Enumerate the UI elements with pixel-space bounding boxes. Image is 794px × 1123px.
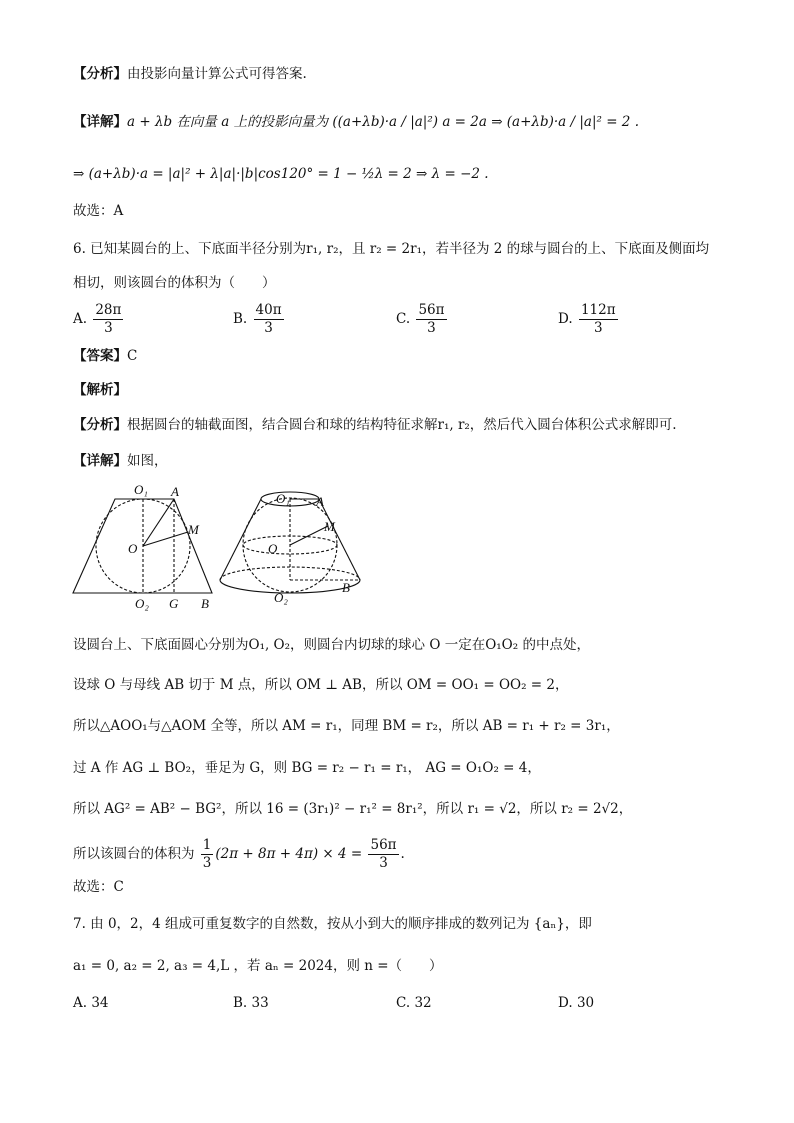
- axial-section-diagram: [73, 499, 212, 593]
- q6-option-c: C. $\frac{56\pi}{3}$: [396, 302, 445, 336]
- q5-analysis: 【分析】由投影向量计算公式可得答案.: [73, 66, 307, 82]
- q6-option-a: A. $\frac{28\pi}{3}$: [73, 302, 122, 336]
- label-o2-left: O₂: [135, 596, 149, 611]
- q6-volume: 所以该圆台的体积为 $\frac{1}{3}$ (2π + 8π + 4π) × 4 = $\frac{56\pi}{3}$ .: [73, 837, 405, 871]
- label-b-left: B: [201, 596, 209, 611]
- label-m-left: M: [188, 522, 199, 537]
- q6-detail: 【详解】如图，: [73, 453, 168, 469]
- label-o-right: O: [268, 541, 278, 556]
- frustum-3d-diagram: [220, 492, 360, 593]
- q5-derivation: ⇒ (a+λb)·a = |a|² + λ|a|·|b|cos120° = 1 − ½λ = 2 ⇒ λ = −2 .: [73, 166, 489, 182]
- q6-option-b: B. $\frac{40\pi}{3}$: [233, 302, 282, 336]
- label-o1-left: O₁: [134, 482, 148, 497]
- q5-answer: 故选：A: [73, 203, 124, 219]
- label-g-left: G: [169, 596, 179, 611]
- q6-step-4: 过 A 作 AG ⊥ BO₂，垂足为 G，则 BG = r₂ − r₁ = r₁， AG = O₁O₂ = 4，: [73, 760, 541, 776]
- q7-option-d: D. 30: [558, 995, 595, 1011]
- label-a-right: A: [316, 494, 324, 509]
- q6-answer: 故选：C: [73, 879, 124, 895]
- q7-option-c: C. 32: [396, 995, 432, 1011]
- q6-solution-tag: 【解析】: [73, 382, 127, 398]
- q6-step-1: 设圆台上、下底面圆心分别为O₁, O₂，则圆台内切球的球心 O 一定在O₁O₂ 的中点处，: [73, 637, 590, 653]
- q6-stem-line1: 6. 已知某圆台的上、下底面半径分别为r₁, r₂，且 r₂ = 2r₁，若半径为 2 的球与圆台的上、下底面及侧面均: [73, 241, 710, 257]
- q6-answer-line: 【答案】C: [73, 348, 138, 364]
- q6-step-3: 所以△AOO₁与△AOM 全等，所以 AM = r₁，同理 BM = r₂，所以 AB = r₁ + r₂ = 3r₁，: [73, 718, 620, 734]
- label-o1-right: O₁: [276, 491, 290, 506]
- label-a-left: A: [171, 484, 179, 499]
- q7-option-a: A. 34: [73, 995, 109, 1011]
- q7-stem-line2: a₁ = 0, a₂ = 2, a₃ = 4,L ，若 aₙ = 2024，则 n =（ ）: [73, 958, 443, 974]
- q7-option-b: B. 33: [233, 995, 269, 1011]
- q6-step-2: 设球 O 与母线 AB 切于 M 点，所以 OM ⊥ AB，所以 OM = OO₁ = OO₂ = 2，: [73, 677, 569, 693]
- q5-detail: 【详解】a + λb 在向量 a 上的投影向量为 ((a+λb)·a / |a|²) a = 2a ⇒ (a+λb)·a / |a|² = 2 .: [73, 114, 639, 130]
- label-b-right: B: [342, 580, 350, 595]
- label-o-left: O: [128, 541, 138, 556]
- q7-stem-line1: 7. 由 0，2，4 组成可重复数字的自然数，按从小到大的顺序排成的数列记为 {aₙ}，即: [73, 916, 592, 932]
- q6-stem-line2: 相切，则该圆台的体积为（ ）: [73, 275, 276, 291]
- q6-option-d: D. $\frac{112\pi}{3}$: [558, 302, 616, 336]
- q6-analysis: 【分析】根据圆台的轴截面图，结合圆台和球的结构特征求解r₁, r₂，然后代入圆台体积公式求解即可.: [73, 417, 677, 433]
- label-m-right: M: [324, 519, 335, 534]
- frustum-figure: [60, 482, 380, 614]
- q6-step-5: 所以 AG² = AB² − BG²，所以 16 = (3r₁)² − r₁² = 8r₁²，所以 r₁ = √2，所以 r₂ = 2√2，: [73, 801, 633, 817]
- label-o2-right: O₂: [274, 590, 288, 605]
